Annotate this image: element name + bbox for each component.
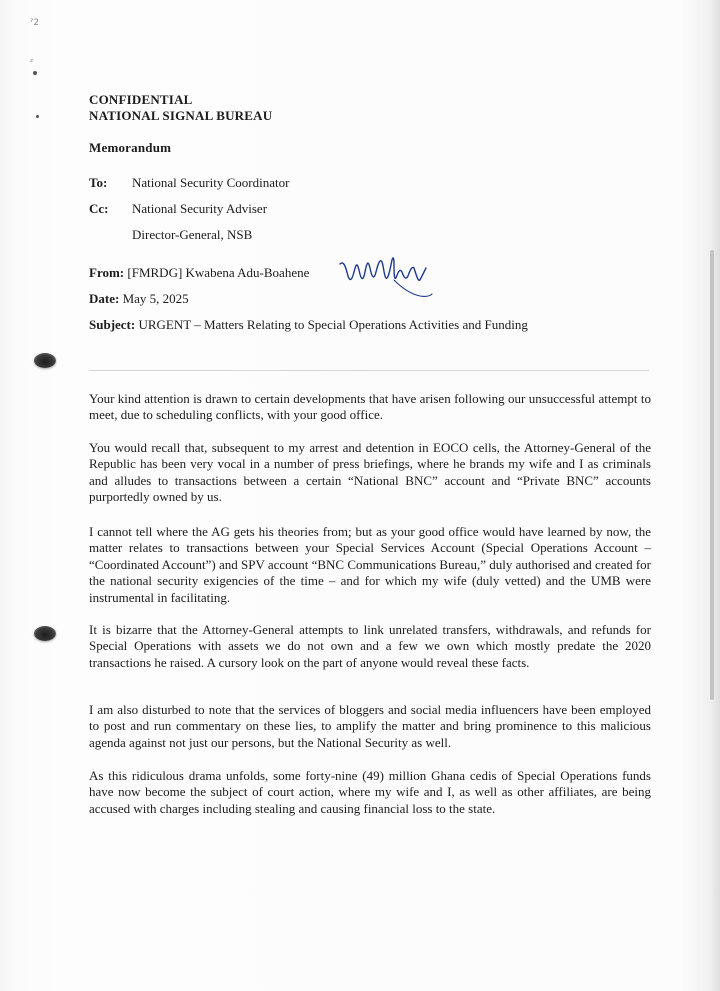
classification-label: CONFIDENTIAL <box>89 92 193 107</box>
divider-rule <box>89 370 649 371</box>
to-label: To: <box>89 175 108 190</box>
margin-mark-top: ˀ2 <box>30 18 40 28</box>
to-value: National Security Coordinator <box>132 175 290 190</box>
body-paragraph-1: Your kind attention is drawn to certain developments that have arisen following our unsuccessful attempt to meet, due to scheduling conflicts, with your good office. <box>89 391 651 423</box>
date-value: May 5, 2025 <box>122 291 189 306</box>
page-edge-line <box>710 250 714 700</box>
cc-value-1: National Security Adviser <box>132 201 268 216</box>
body-paragraph-3: I cannot tell where the AG gets his theories from; but as your good office would have learned by now, the matter relates to transactions between your Special Services Account (Special Operations Account – “Coordinated Account”) and SPV account “BNC Communications Bureau,” duly authorised and created for the national security exigencies of the time – and for which my wife (duly vetted) and the UMB were instrumental in facilitating. <box>89 524 651 605</box>
punch-hole-bottom <box>34 626 56 641</box>
margin-mark-second: ᶻ <box>30 58 34 68</box>
body-paragraph-6: As this ridiculous drama unfolds, some forty-nine (49) million Ghana cedis of Special Operations funds have now become the subject of court action, where my wife and I, as well as other affiliates, are being accused with charges including stealing and causing financial loss to the state. <box>89 768 651 816</box>
subject-label: Subject: <box>89 317 136 332</box>
body-paragraph-5: I am also disturbed to note that the services of bloggers and social media influencers have been employed to post and run commentary on these lies, to amplify the matter and bring prominence to this malicious agenda against not just our persons, but the National Security as well. <box>89 702 651 750</box>
body-paragraph-4: It is bizarre that the Attorney-General attempts to link unrelated transfers, withdrawals, and refunds for Special Operations with assets we do not own and a few we own which mostly predate the 2020 transactions he raised. A cursory look on the part of anyone would reveal these facts. <box>89 622 651 670</box>
margin-dot <box>36 115 39 118</box>
from-line <box>89 265 309 281</box>
signature-image <box>336 250 436 306</box>
organization-name: NATIONAL SIGNAL BUREAU <box>89 108 273 123</box>
document-type: Memorandum <box>89 140 172 155</box>
subject-value: URGENT – Matters Relating to Special Operations Activities and Funding <box>138 317 528 332</box>
margin-dot <box>33 71 37 75</box>
subject-line <box>89 317 528 333</box>
body-paragraph-2: You would recall that, subsequent to my arrest and detention in EOCO cells, the Attorney-General of the Republic has been very vocal in a number of press briefings, where he brands my wife and I as criminals and alludes to transactions between a certain “National BNC” account and “Private BNC” accounts purportedly owned by us. <box>89 440 651 505</box>
from-label: From: <box>89 265 125 280</box>
punch-hole-top <box>34 353 56 368</box>
cc-value-2: Director-General, NSB <box>132 227 253 242</box>
date-label: Date: <box>89 291 120 306</box>
cc-label: Cc: <box>89 201 109 216</box>
from-value: [FMRDG] Kwabena Adu-Boahene <box>127 265 310 280</box>
date-line <box>89 291 189 307</box>
